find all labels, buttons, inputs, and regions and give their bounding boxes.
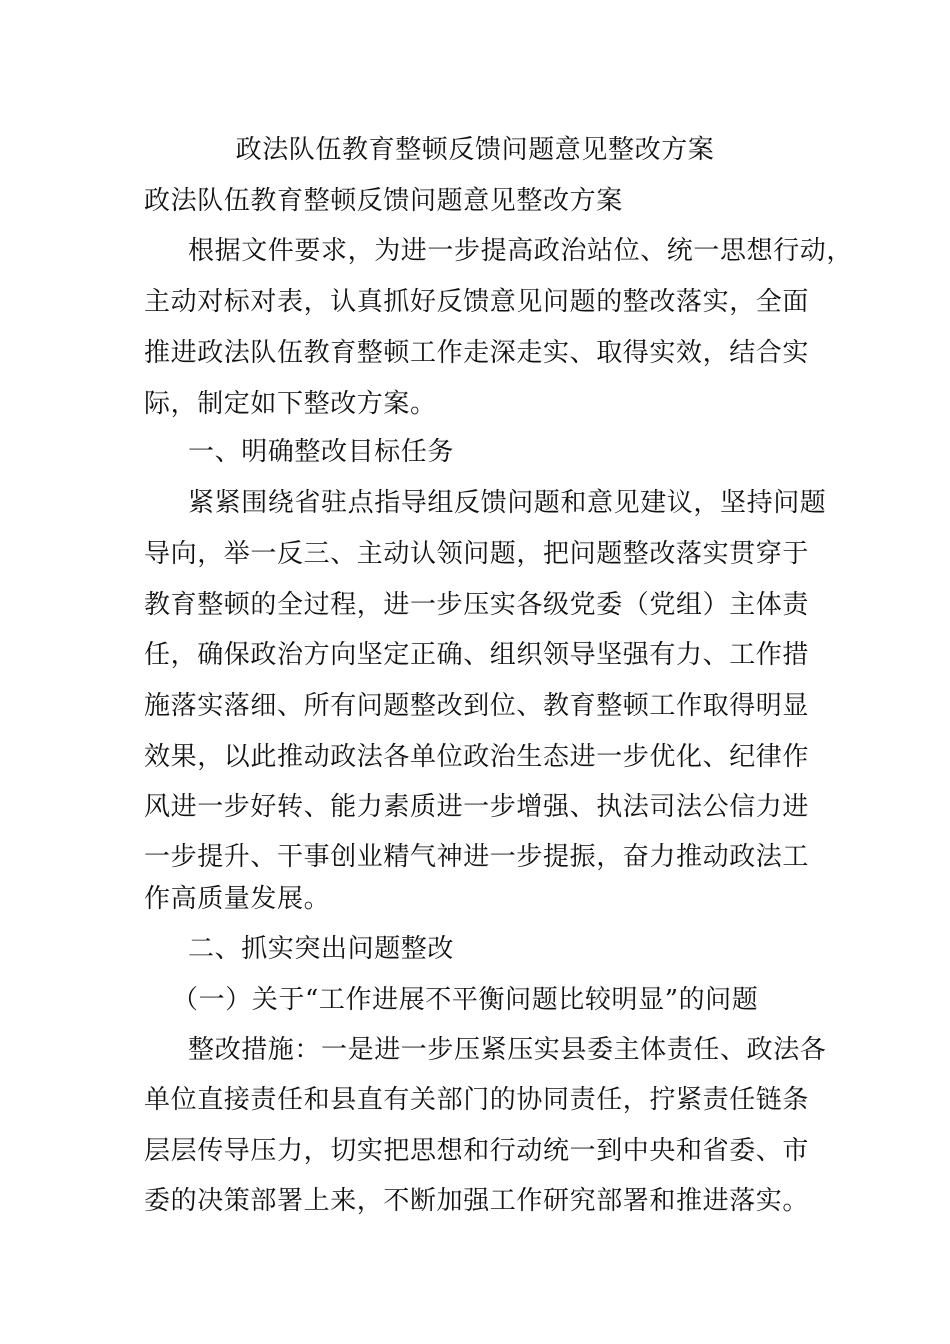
paragraph-line: 际，制定如下整改方案。 — [144, 389, 437, 419]
paragraph-line: 一步提升、干事创业精气神进一步提振，奋力推动政法工 — [144, 842, 810, 872]
paragraph-line: 整改措施：一是进一步压紧压实县委主体责任、政法各 — [188, 1035, 827, 1065]
paragraph-line: 教育整顿的全过程，进一步压实各级党委（党组）主体责 — [144, 590, 810, 620]
document-title: 政法队伍教育整顿反馈问题意见整改方案 — [235, 135, 715, 165]
paragraph-line: 单位直接责任和县直有关部门的协同责任，拧紧责任链条 — [144, 1085, 810, 1115]
subsection-heading: （一）关于“工作进展不平衡问题比较明显”的问题 — [172, 985, 759, 1015]
paragraph-line: 根据文件要求，为进一步提高政治站位、统一思想行动， — [188, 236, 854, 266]
document-subtitle: 政法队伍教育整顿反馈问题意见整改方案 — [144, 186, 623, 216]
section-heading: 一、明确整改目标任务 — [188, 437, 455, 467]
paragraph-line: 效果，以此推动政法各单位政治生态进一步优化、纪律作 — [144, 742, 810, 772]
paragraph-line: 任，确保政治方向坚定正确、组织领导坚强有力、工作措 — [144, 640, 810, 670]
paragraph-line: 层层传导压力，切实把思想和行动统一到中央和省委、市 — [144, 1136, 810, 1166]
paragraph-line: 风进一步好转、能力素质进一步增强、执法司法公信力进 — [144, 792, 810, 822]
paragraph-line: 紧紧围绕省驻点指导组反馈问题和意见建议，坚持问题 — [188, 488, 827, 518]
paragraph-line: 推进政法队伍教育整顿工作走深走实、取得实效，结合实 — [144, 338, 810, 368]
paragraph-line: 作高质量发展。 — [144, 884, 331, 914]
paragraph-line: 主动对标对表，认真抓好反馈意见问题的整改落实，全面 — [144, 287, 810, 317]
paragraph-line: 委的决策部署上来，不断加强工作研究部署和推进落实。 — [144, 1186, 810, 1216]
paragraph-line: 导向，举一反三、主动认领问题，把问题整改落实贯穿于 — [144, 539, 810, 569]
paragraph-line: 施落实落细、所有问题整改到位、教育整顿工作取得明显 — [144, 691, 810, 721]
section-heading: 二、抓实突出问题整改 — [188, 934, 455, 964]
